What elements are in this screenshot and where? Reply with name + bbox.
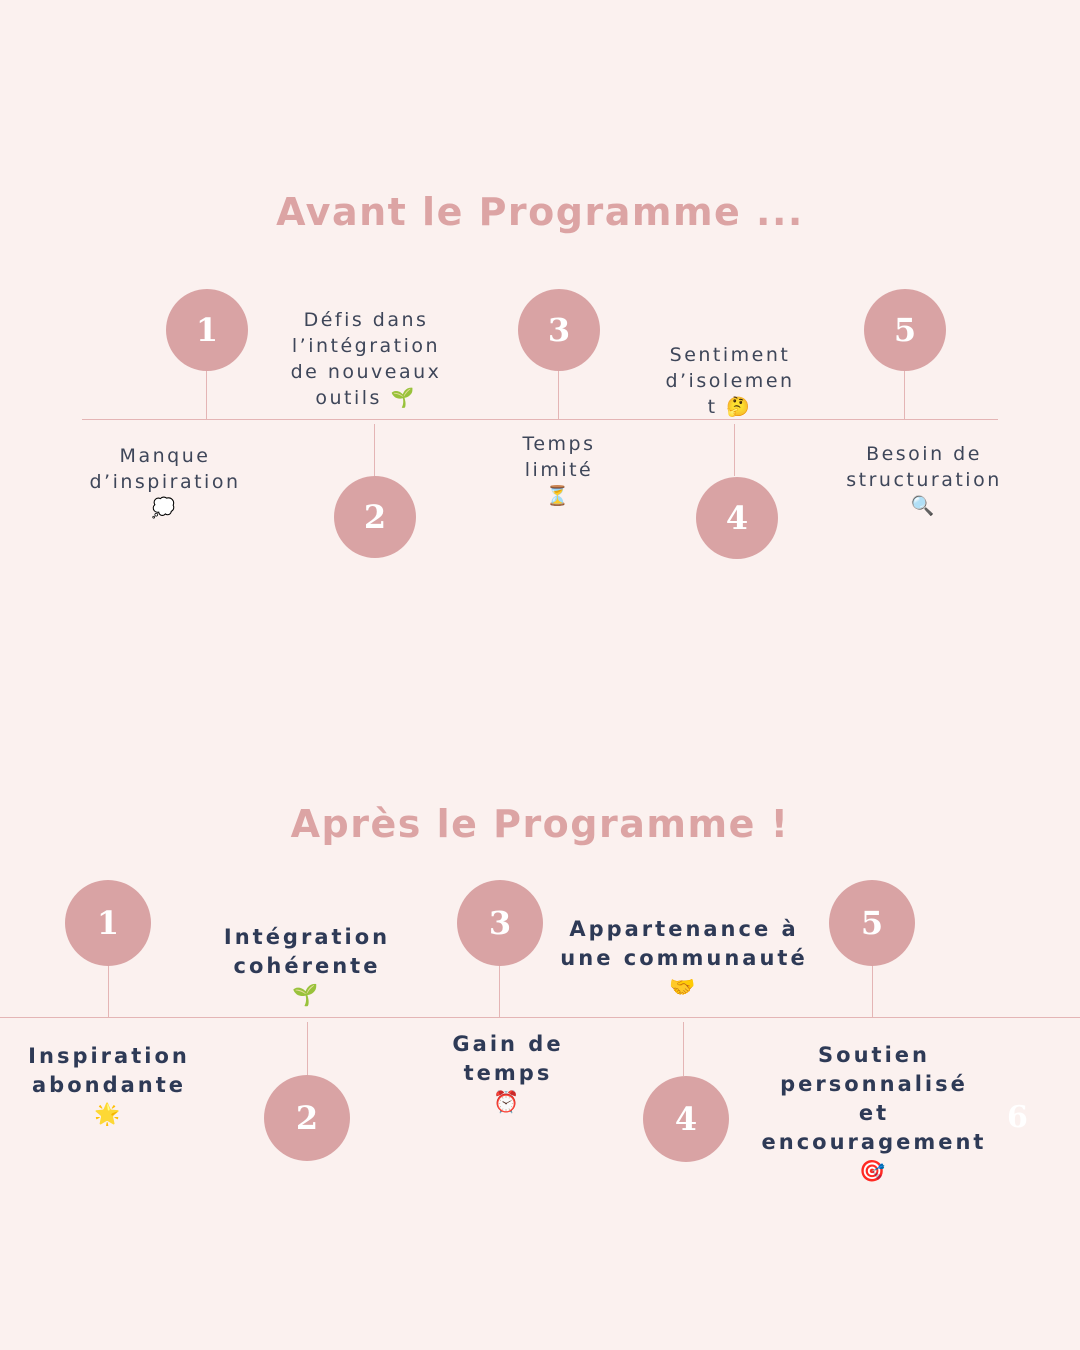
after-connector-5 xyxy=(872,965,873,1018)
after-step-1-circle: 1 xyxy=(65,880,151,966)
after-step-3-label: Gain de temps ⏰ xyxy=(452,1032,564,1114)
after-step-2-circle: 2 xyxy=(264,1075,350,1161)
before-title: Avant le Programme ... xyxy=(276,190,804,234)
before-step-3-label: Temps limité ⏳ xyxy=(522,433,596,507)
after-step-5-circle: 5 xyxy=(829,880,915,966)
after-connector-3 xyxy=(499,965,500,1018)
before-step-4-label: Sentiment d’isolemen t 🤔 xyxy=(665,344,795,418)
after-step-2-label: Intégration cohérente 🌱 xyxy=(223,925,391,1007)
after-connector-2 xyxy=(307,1022,308,1076)
after-extra-number: 6 xyxy=(1007,1100,1028,1135)
after-step-4-label: Appartenance à une communauté 🤝 xyxy=(560,917,808,999)
after-connector-4 xyxy=(683,1022,684,1076)
before-connector-4 xyxy=(734,424,735,476)
before-timeline xyxy=(82,419,998,420)
after-step-4-circle: 4 xyxy=(643,1076,729,1162)
before-step-2-label: Défis dans l’intégration de nouveaux outils 🌱 xyxy=(290,309,442,409)
before-step-2-circle: 2 xyxy=(334,476,416,558)
before-connector-1 xyxy=(206,370,207,420)
before-step-5-label: Besoin de structuration 🔍 xyxy=(846,443,1002,517)
before-connector-5 xyxy=(904,370,905,420)
after-step-3-circle: 3 xyxy=(457,880,543,966)
before-step-4-circle: 4 xyxy=(696,477,778,559)
after-step-1-label: Inspiration abondante 🌟 xyxy=(28,1044,190,1126)
after-connector-1 xyxy=(108,965,109,1018)
before-connector-3 xyxy=(558,370,559,420)
before-step-1-circle: 1 xyxy=(166,289,248,371)
before-step-3-circle: 3 xyxy=(518,289,600,371)
before-step-1-label: Manque d’inspiration 💭 xyxy=(89,445,241,519)
before-connector-2 xyxy=(374,424,375,476)
after-step-5-label: Soutien personnalisé et encouragement 🎯 xyxy=(761,1043,987,1183)
after-timeline xyxy=(0,1017,1080,1018)
before-step-5-circle: 5 xyxy=(864,289,946,371)
after-title: Après le Programme ! xyxy=(290,802,790,846)
